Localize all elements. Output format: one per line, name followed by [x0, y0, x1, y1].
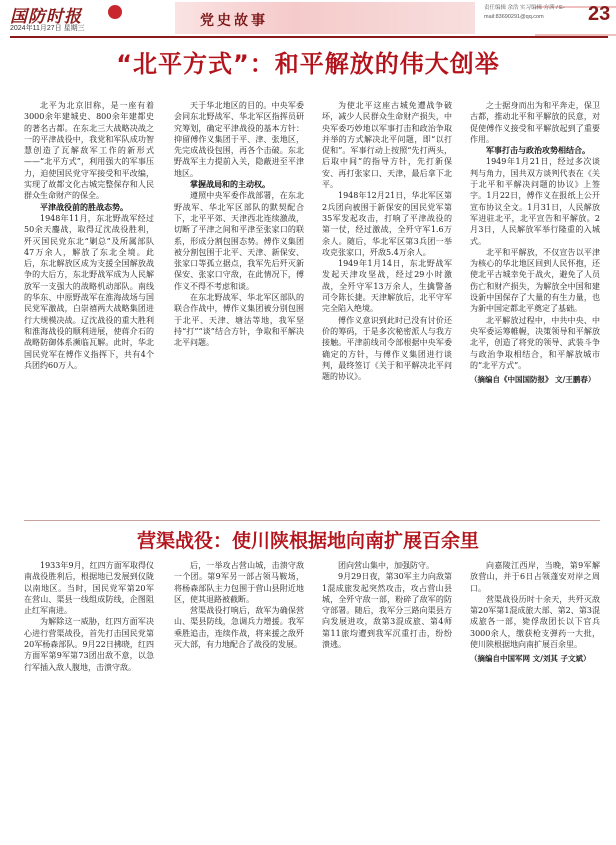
- article1-column-2: [174, 100, 304, 515]
- paragraph: 向嘉陵江西岸，当晚，第9军解放营山，并于6日占领蓬安对岸之周口。: [470, 561, 600, 593]
- byline: （摘编自中国军网 文/刘其 子文斌）: [470, 654, 591, 664]
- paragraph: 在东北野战军、华北军区部队的联合作战中，傅作义集团被分别包围于北平、天津、塘沽等地，我军坚持“打”“谈”结合方针，争取和平解决北平问题。: [174, 293, 304, 348]
- paragraph: 营渠战役历时十余天，共歼灭敌第20军第1混成旅大部、第2、第3混成旅各一部，毙俘敌团长以下官兵3000余人，缴获枪支弹药一大批，使川陕根据地向南扩展百余里。: [470, 594, 600, 650]
- paragraph: 为解除这一威胁，红四方面军决心进行营渠战役，首先打击国民党第20军杨森部队。9月22日拂晓，红四方面军第9军第73团出敌不意，以急行军插入敌人腹地，击溃守敌。: [24, 617, 154, 672]
- subheading: 掌握战局和的主动权。: [190, 179, 270, 190]
- paper-name: 国防时报: [10, 7, 82, 27]
- byline: （摘编自《中国国防报》 文/王鹏春）: [470, 375, 596, 385]
- section-title: 党史故事: [200, 13, 268, 29]
- paragraph: 营渠战役打响后，敌军为确保营山、渠县防线，急调兵力增援。我军乘胜追击，连续作战，将来援之敌歼灭大部，有力地配合了战役的发展。: [174, 606, 304, 650]
- article1-column-4: [470, 100, 600, 515]
- subheading: 军事打击与政治攻势相结合。: [486, 145, 590, 156]
- article2-column-4: [470, 560, 600, 840]
- article2-column-3: [322, 560, 452, 840]
- masthead: [0, 0, 616, 36]
- paragraph: 遵照中央军委作战部署，在东北野战军、华北军区部队的默契配合下，北平平郊、天津西北连续激战，切断了平津之间和平津至张家口的联系，形成分割包围态势。傅作义集团被分割包围于北平、天津、新保安、张家口等孤立据点，我军先后歼灭新保安、张家口守敌，在此情况下，傅作义不得不考虑和谈。: [174, 191, 304, 291]
- party-emblem-icon: [108, 5, 122, 19]
- article1-column-1: [24, 100, 154, 515]
- paragraph: 天于华北地区的目的。中央军委会同东北野战军、华北军区指挥员研究筹划，确定平津战役的基本方针：抑留傅作义集团于平、津、张地区，先完成战役包围，再各个击破。东北野战军主力提前入关，隐蔽进至平津地区。: [174, 101, 304, 178]
- paragraph: 北平解放过程中，中共中央、中央军委运筹帷幄，决策领导和平解放北平，创造了将党的领导、武装斗争与政治争取相结合，和平解放城市的“北平方式”。: [470, 315, 600, 370]
- masthead-rule: [10, 36, 608, 38]
- issue-date: 2024年11月27日 星期三: [10, 25, 85, 32]
- paragraph: 北平和平解放，不仅宣告以平津为核心的华北地区回到人民怀抱，还使北平古城幸免于战火，避免了人员伤亡和财产损失，为解放全中国和建设新中国保存了大量的有生力量，也为新中国定都北平奠定了基础。: [470, 247, 600, 314]
- article2-column-1: [24, 560, 154, 840]
- paragraph: 北平为北京旧称，是一座有着3000余年建城史、800余年建都史的著名古都。在东北三大战略决战之一的平津战役中，我党和军队成功智慧创造了瓦解敌军工作的新形式——“北平方式”，利用强大的军事压力，迫使国民党守军接受和平改编，实现了故都文化古城完整保存和人民群众生命财产的保全。: [24, 101, 154, 201]
- article2-headline: 营渠战役：使川陕根据地向南扩展百余里: [136, 530, 479, 552]
- paragraph: 1949年1月21日，经过多次谈判与角力，国共双方谈判代表在《关于北平和平解决问题的协议》上签字。1月22日，傅作义在报纸上公开宣布协议全文。1月31日，人民解放军进驻北平，北平宣告和平解放。2月3日，人民解放军举行隆重的入城式。: [470, 157, 600, 246]
- paragraph: 之士据身而出为和平奔走，保卫古都，推动北平和平解放的民意，对促使傅作义接受和平解放起到了重要作用。: [470, 101, 600, 144]
- article1-headline: “北平方式”：和平解放的伟大创举: [116, 50, 500, 78]
- article2-column-2: [174, 560, 304, 840]
- paragraph: 1933年9月，红四方面军取得仪南战役胜利后，根据地已发展到仪陇以南地区。当时，国民党军第20军在营山、渠县一线组成防线，企图阻止红军南进。: [24, 561, 154, 616]
- page-number: 23: [588, 3, 611, 25]
- paragraph: 1949年1月14日，东北野战军发起天津攻坚战，经过29小时激战，全歼守军13万余人，生擒警备司令陈长捷。天津解放后，北平守军完全陷入绝境。: [322, 259, 452, 314]
- paragraph: 为使北平这座古城免遭战争破坏，减少人民群众生命财产损失，中央军委巧妙地以军事打击和政治争取并举的方式解决北平问题，即“以打促和”。军事行动上按照“先打两头，后取中间”的指导方针，先打新保安、再打张家口、天津，最后拿下北平。: [322, 101, 452, 190]
- paragraph: 1948年12月21日，华北军区第2兵团向被围于新保安的国民党军第35军发起攻击，打响了平津战役的第一仗，经过激战，全歼守军1.6万余人。随后，华北军区第3兵团一举攻克张家口，歼敌5.4万余人。: [322, 191, 452, 257]
- paragraph: 9月29日夜，第30军主力向敌第1混成旅发起突然攻击，攻占营山县城，全歼守敌一部，粉碎了敌军的防守部署。随后，我军分三路向渠县方向发展进攻，敌第3混成旅、第4师第11旅均遭到我军沉重打击，纷纷溃逃。: [322, 572, 452, 650]
- paragraph: 团向营山集中，加强防守。: [338, 561, 434, 570]
- paper-brand: [10, 2, 175, 34]
- paragraph: 1948年11月，东北野战军经过50余天鏖战，取得辽沈战役胜利，歼灭国民党东北“剿总”及所属部队47万余人，解放了东北全境。此后，东北解放区成为支援全国解放战争的大后方，东北野战军成为人民解放军一支强大的战略机动部队。南线的华东、中原野战军在淮海战场与国民党军激战，白崇禧两大战略集团进行大规模决战。辽沈战役的重大胜利和淮海战役的顺利进展，使蒋介石的战略防御体系濒临瓦解。此时，华北国民党军在傅作义指挥下，共有4个兵团约60万人。: [24, 213, 154, 370]
- article-divider: [24, 520, 600, 521]
- article1-column-3: [322, 100, 452, 515]
- paragraph: 后，一举攻占营山城，击溃守敌一个团。第9军另一部占领马鞍场，将杨森部队主力包围于营山县附近地区，使其退路被截断。: [174, 561, 304, 604]
- paragraph: 傅作义意识到此时已没有讨价还价的筹码，于是多次秘密派人与我方接触。平津前线司令部根据中央军委确定的方针，与傅作义集团进行谈判，最终签订《关于和平解决北平问题的协议》。: [322, 315, 452, 382]
- editor-contact: 责任编辑 余浩 实习编辑 方茜 / E-mail:83690291@qq.com: [484, 5, 565, 20]
- subheading: 平津战役前的胜战态势。: [40, 201, 128, 212]
